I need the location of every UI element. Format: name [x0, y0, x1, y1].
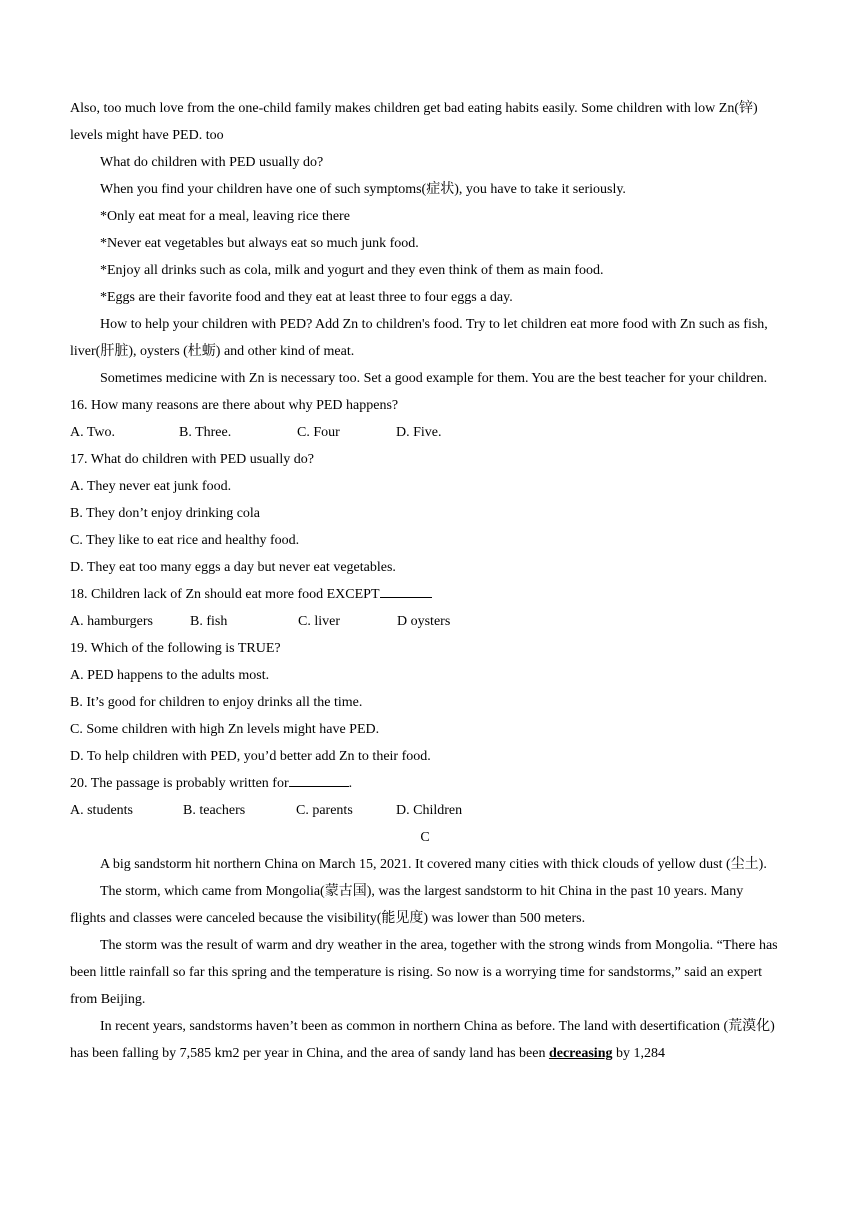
paragraph-text: In recent years, sandstorms haven’t been as common in northern China as before. The land with desertification (荒漠化) has been falling by 7,585 km2 per year in China, and the area of sandy land has been: [70, 1019, 775, 1061]
question-18-stem-line: [70, 581, 780, 608]
passage-b-paragraph: Also, too much love from the one-child family makes children get bad eating habits easily. Some children with low Zn(锌) levels might have PED. too: [70, 101, 758, 143]
option-c: C. Four: [297, 425, 340, 440]
question-16-stem: 16. How many reasons are there about why PED happens?: [70, 398, 399, 413]
option-d: D oysters: [397, 614, 451, 629]
question-17-stem: 17. What do children with PED usually do?: [70, 452, 314, 467]
passage-c-paragraph: The storm, which came from Mongolia(蒙古国), was the largest sandstorm to hit China in the past 10 years. Many flights and classes were canceled because the visibility(能见度) was lower than 500 meters.: [70, 884, 744, 926]
passage-c-label: C: [420, 830, 430, 845]
option-d: D. They eat too many eggs a day but never eat vegetables.: [70, 560, 396, 575]
question-20-stem-end: .: [348, 776, 353, 791]
option-c: C. liver: [298, 614, 340, 629]
option-b: B. Three.: [179, 425, 232, 440]
passage-b-question-heading: What do children with PED usually do?: [100, 155, 324, 170]
option-d: D. Children: [396, 803, 463, 818]
option-a: A. hamburgers: [70, 614, 153, 629]
paragraph-text: by 1,284: [612, 1046, 665, 1061]
answer-blank: [380, 583, 432, 598]
option-a: A. students: [70, 803, 133, 818]
passage-c-paragraph: The storm was the result of warm and dry weather in the area, together with the strong winds from Mongolia. “There has been little rainfall so far this spring and the temperature is rising. So now is a worrying time for sandstorms,” said an expert from Beijing.: [70, 938, 778, 1007]
question-20-stem-line: [70, 770, 780, 797]
option-d: D. To help children with PED, you’d better add Zn to their food.: [70, 749, 431, 764]
question-16-options: [70, 419, 780, 446]
symptom-item: *Never eat vegetables but always eat so much junk food.: [100, 236, 419, 251]
passage-c-paragraph: [70, 1013, 780, 1067]
symptoms-intro: When you find your children have one of such symptoms(症状), you have to take it seriously.: [100, 182, 626, 197]
option-c: C. parents: [296, 803, 353, 818]
option-b: B. It’s good for children to enjoy drinks all the time.: [70, 695, 363, 710]
option-c: C. Some children with high Zn levels might have PED.: [70, 722, 380, 737]
question-20-stem: 20. The passage is probably written for: [70, 776, 289, 791]
medicine-paragraph: Sometimes medicine with Zn is necessary too. Set a good example for them. You are the best teacher for your children.: [100, 371, 768, 386]
symptom-item: *Enjoy all drinks such as cola, milk and yogurt and they even think of them as main food.: [100, 263, 604, 278]
question-20-options: [70, 797, 780, 824]
option-c: C. They like to eat rice and healthy food.: [70, 533, 300, 548]
option-d: D. Five.: [396, 425, 442, 440]
question-19-stem: 19. Which of the following is TRUE?: [70, 641, 281, 656]
option-a: A. PED happens to the adults most.: [70, 668, 270, 683]
option-b: B. fish: [190, 614, 228, 629]
symptom-item: *Eggs are their favorite food and they eat at least three to four eggs a day.: [100, 290, 513, 305]
question-18-options: [70, 608, 780, 635]
question-18-stem: 18. Children lack of Zn should eat more food EXCEPT: [70, 587, 380, 602]
help-paragraph: How to help your children with PED? Add Zn to children's food. Try to let children eat more food with Zn such as fish, liver(肝脏), oysters (杜蛎) and other kind of meat.: [70, 317, 768, 359]
option-b: B. teachers: [183, 803, 246, 818]
highlighted-word: decreasing: [548, 1046, 613, 1061]
option-b: B. They don’t enjoy drinking cola: [70, 506, 261, 521]
option-a: A. Two.: [70, 425, 116, 440]
symptom-item: *Only eat meat for a meal, leaving rice there: [100, 209, 350, 224]
passage-c-paragraph: A big sandstorm hit northern China on March 15, 2021. It covered many cities with thick clouds of yellow dust (尘土).: [100, 857, 767, 872]
option-a: A. They never eat junk food.: [70, 479, 232, 494]
answer-blank: [289, 772, 349, 787]
